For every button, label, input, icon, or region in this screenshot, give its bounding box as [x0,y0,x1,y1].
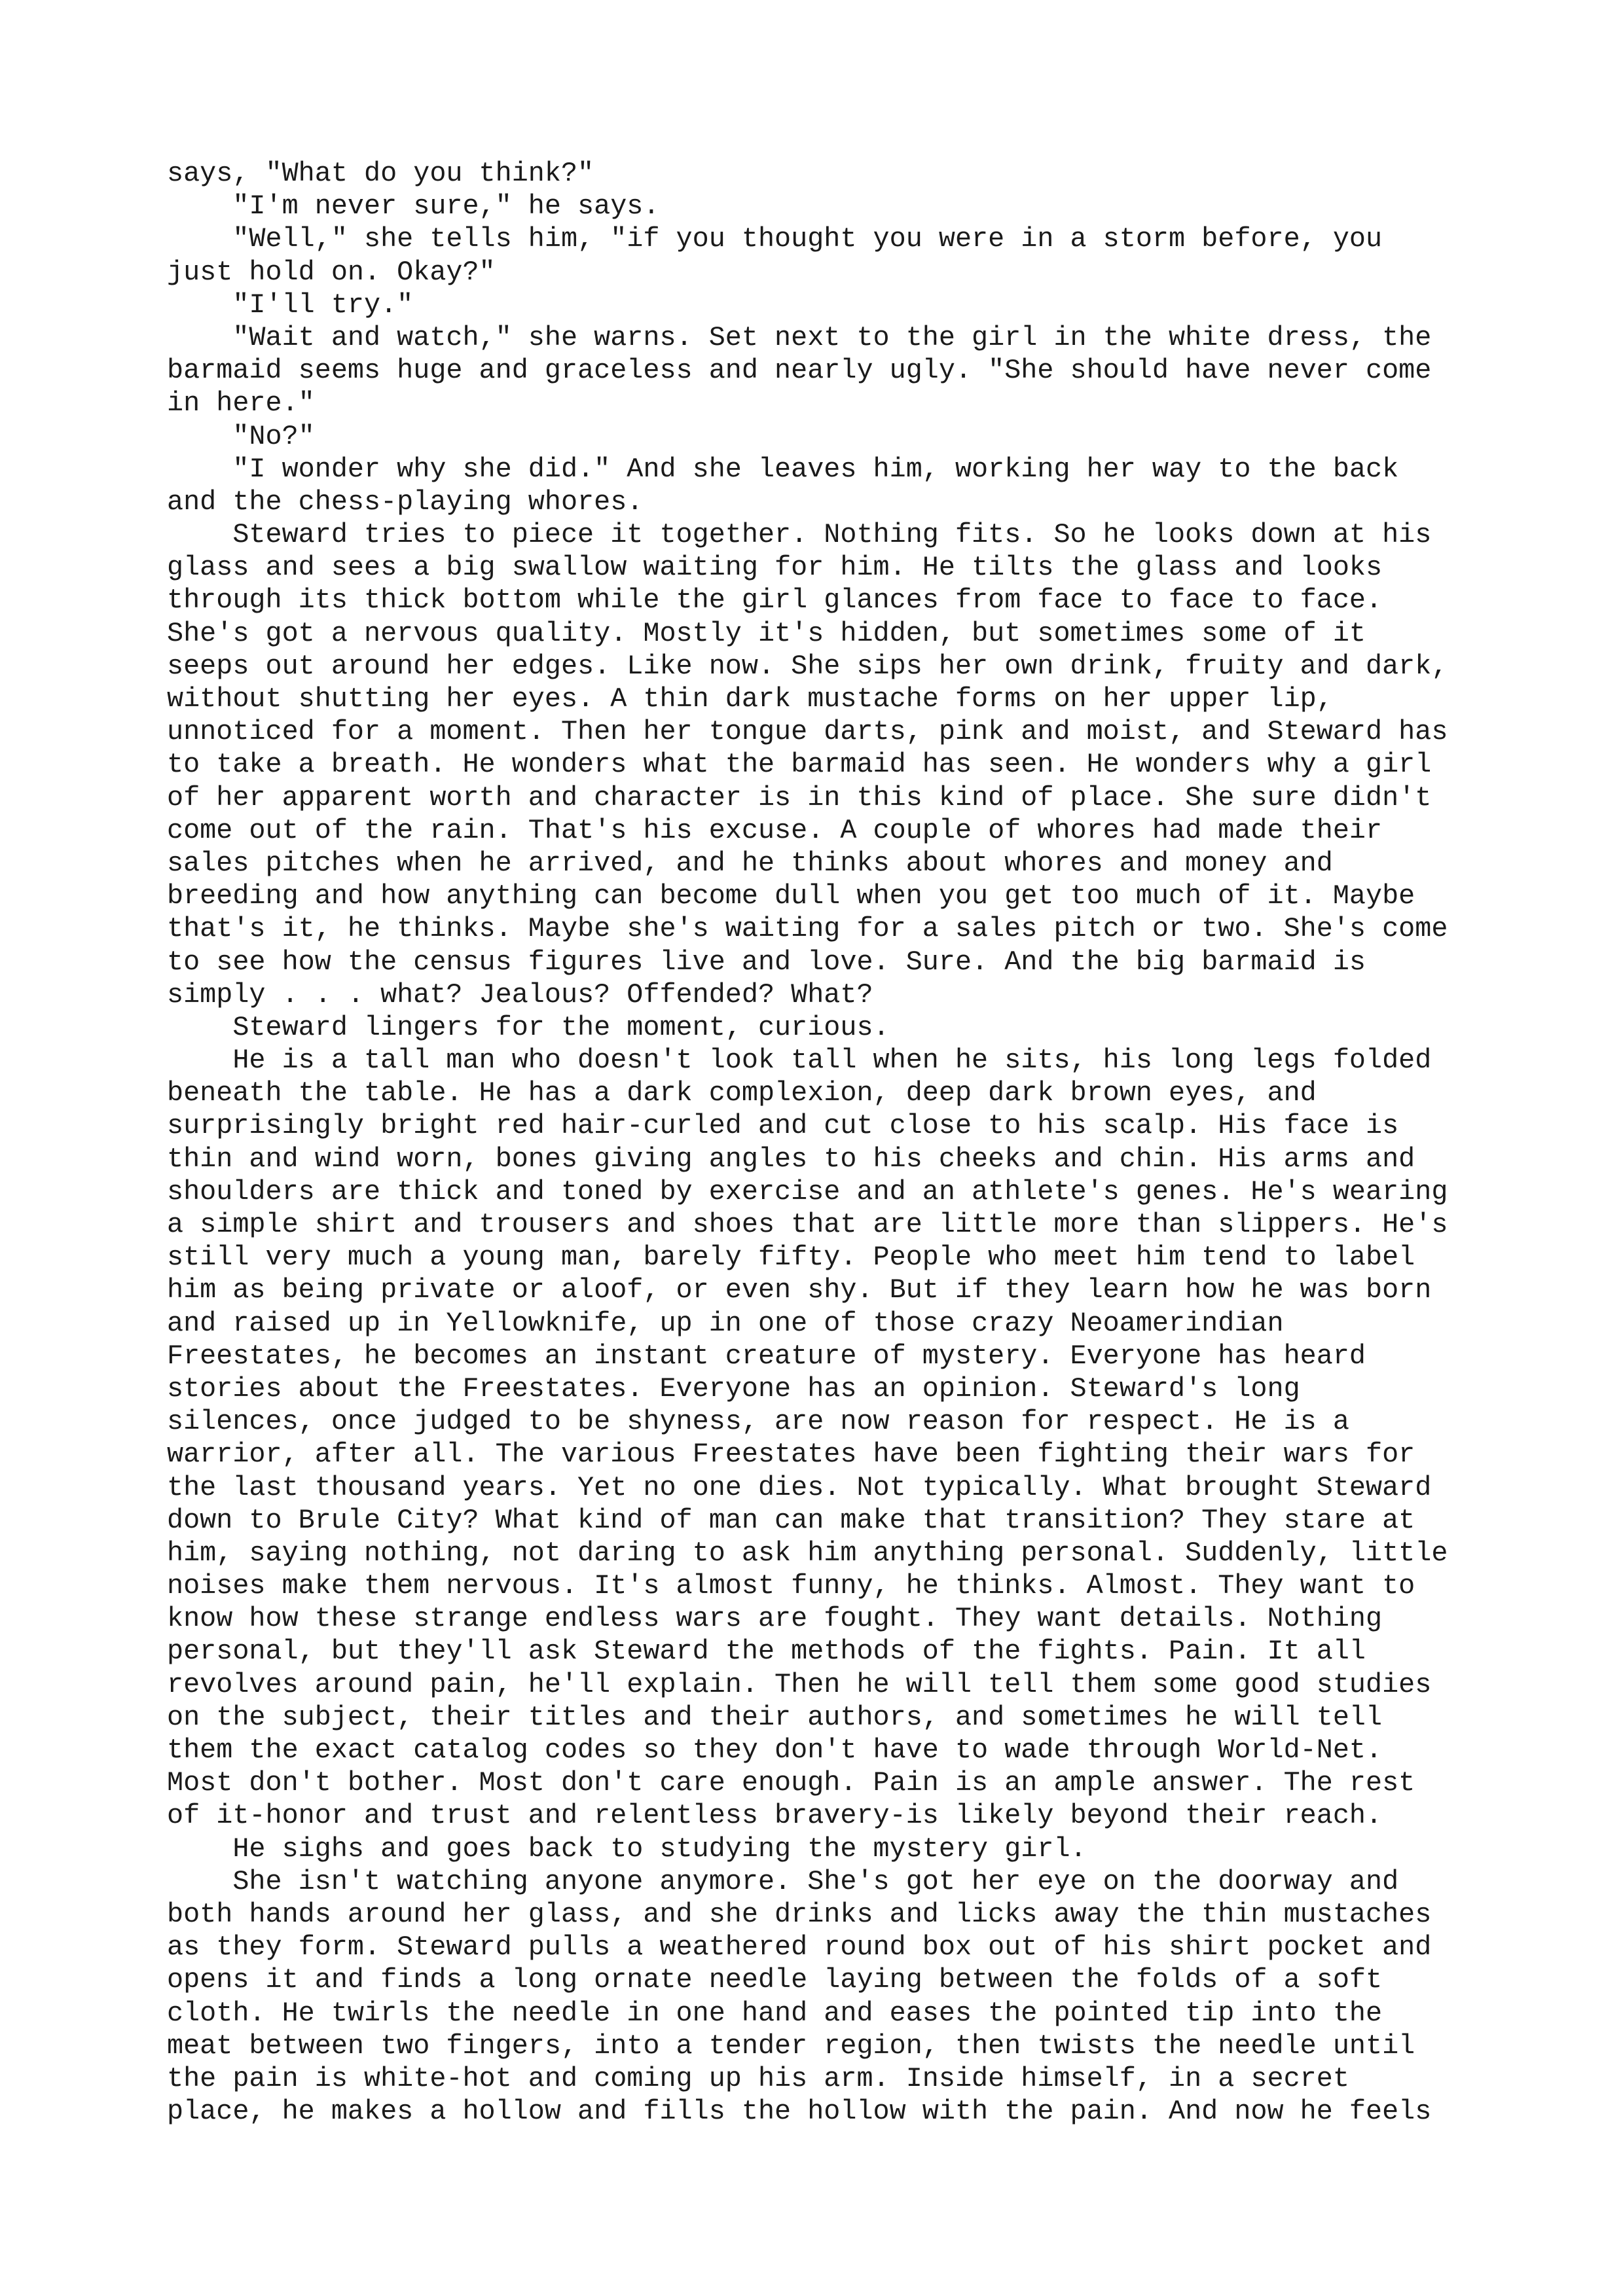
body-text [167,157,1529,2128]
text-line: both hands around her glass, and she drinks and licks away the thin mustaches [167,1898,1432,1930]
text-line: him, saying nothing, not daring to ask him anything personal. Suddenly, little [167,1537,1448,1569]
text-line: He is a tall man who doesn't look tall when he sits, his long legs folded [167,1045,1432,1077]
text-line: on the subject, their titles and their authors, and sometimes he will tell [167,1701,1383,1733]
text-line: sales pitches when he arrived, and he thinks about whores and money and [167,847,1333,879]
text-line: to see how the census figures live and love. Sure. And the big barmaid is [167,946,1366,978]
text-line: down to Brule City? What kind of man can make that transition? They stare at [167,1504,1415,1536]
text-line: come out of the rain. That's his excuse. A couple of whores had made their [167,814,1383,846]
text-line: stories about the Freestates. Everyone has an opinion. Steward's long [167,1372,1300,1405]
text-line: "I'll try." [167,289,414,321]
text-line: She's got a nervous quality. Mostly it's hidden, but sometimes some of it [167,617,1366,649]
text-line: cloth. He twirls the needle in one hand and eases the pointed tip into the [167,1997,1383,2029]
text-line: says, "What do you think?" [167,158,594,189]
text-line: "I'm never sure," he says. [167,190,660,223]
text-line: seeps out around her edges. Like now. She sips her own drink, fruity and dark, [167,650,1448,682]
text-line: silences, once judged to be shyness, are now reason for respect. He is a [167,1406,1349,1438]
text-line: "No?" [167,420,315,452]
text-line: shoulders are thick and toned by exercise and an athlete's genes. He's wearing [167,1175,1448,1208]
text-line: meat between two fingers, into a tender region, then twists the needle until [167,2030,1415,2062]
text-line: thin and wind worn, bones giving angles to his cheeks and chin. His arms and [167,1143,1415,1175]
text-line: just hold on. Okay?" [167,256,496,288]
text-line: breeding and how anything can become dull when you get too much of it. Maybe [167,880,1415,912]
text-line: opens it and finds a long ornate needle laying between the folds of a soft [167,1964,1383,1996]
text-line: as they form. Steward pulls a weathered round box out of his shirt pocket and [167,1931,1432,1964]
text-line: simply . . . what? Jealous? Offended? What? [167,978,873,1011]
text-line: revolves around pain, he'll explain. Then he will tell them some good studies [167,1668,1432,1700]
text-line: beneath the table. He has a dark complexion, deep dark brown eyes, and [167,1077,1317,1109]
text-line: Steward lingers for the moment, curious. [167,1011,890,1043]
text-line: to take a breath. He wonders what the barmaid has seen. He wonders why a girl [167,749,1432,781]
text-line: them the exact catalog codes so they don't have to wade through World-Net. [167,1734,1383,1766]
text-line: Steward tries to piece it together. Nothing fits. So he looks down at his [167,519,1432,551]
text-line: warrior, after all. The various Freestates have been fighting their wars for [167,1439,1415,1471]
text-line: without shutting her eyes. A thin dark mustache forms on her upper lip, [167,683,1333,715]
text-line: know how these strange endless wars are fought. They want details. Nothing [167,1603,1383,1635]
text-line: a simple shirt and trousers and shoes that are little more than slippers. He's [167,1209,1448,1240]
text-line: glass and sees a big swallow waiting for him. He tilts the glass and looks [167,552,1383,584]
text-line: Freestates, he becomes an instant creature of mystery. Everyone has heard [167,1340,1366,1372]
text-line: that's it, he thinks. Maybe she's waiting for a sales pitch or two. She's come [167,913,1448,945]
text-line: him as being private or aloof, or even shy. But if they learn how he was born [167,1274,1432,1306]
text-line: through its thick bottom while the girl glances from face to face to face. [167,584,1383,617]
text-line: "I wonder why she did." And she leaves him, working her way to the back [167,453,1399,485]
text-line: in here." [167,387,315,420]
text-line: personal, but they'll ask Steward the methods of the fights. Pain. It all [167,1636,1366,1668]
text-line: unnoticed for a moment. Then her tongue darts, pink and moist, and Steward has [167,716,1448,748]
text-line: of it-honor and trust and relentless bravery-is likely beyond their reach. [167,1800,1383,1832]
text-line: the pain is white-hot and coming up his arm. Inside himself, in a secret [167,2062,1349,2094]
text-line: the last thousand years. Yet no one dies. Not typically. What brought Steward [167,1471,1432,1503]
text-line: of her apparent worth and character is in this kind of place. She sure didn't [167,781,1432,814]
text-line: and the chess-playing whores. [167,486,644,518]
text-line: place, he makes a hollow and fills the hollow with the pain. And now he feels [167,2096,1432,2128]
text-line: "Well," she tells him, "if you thought you were in a storm before, you [167,223,1383,255]
text-line: "Wait and watch," she warns. Set next to the girl in the white dress, the [167,321,1432,353]
text-line: surprisingly bright red hair-curled and cut close to his scalp. His face is [167,1110,1399,1142]
text-line: barmaid seems huge and graceless and nearly ugly. "She should have never come [167,355,1432,387]
text-line: Most don't bother. Most don't care enough. Pain is an ample answer. The rest [167,1767,1415,1799]
text-line: She isn't watching anyone anymore. She's got her eye on the doorway and [167,1865,1399,1897]
text-line: and raised up in Yellowknife, up in one of those crazy Neoamerindian [167,1307,1284,1339]
text-line: He sighs and goes back to studying the mystery girl. [167,1833,1087,1865]
text-line: noises make them nervous. It's almost funny, he thinks. Almost. They want to [167,1570,1415,1602]
text-line: still very much a young man, barely fifty. People who meet him tend to label [167,1242,1415,1274]
